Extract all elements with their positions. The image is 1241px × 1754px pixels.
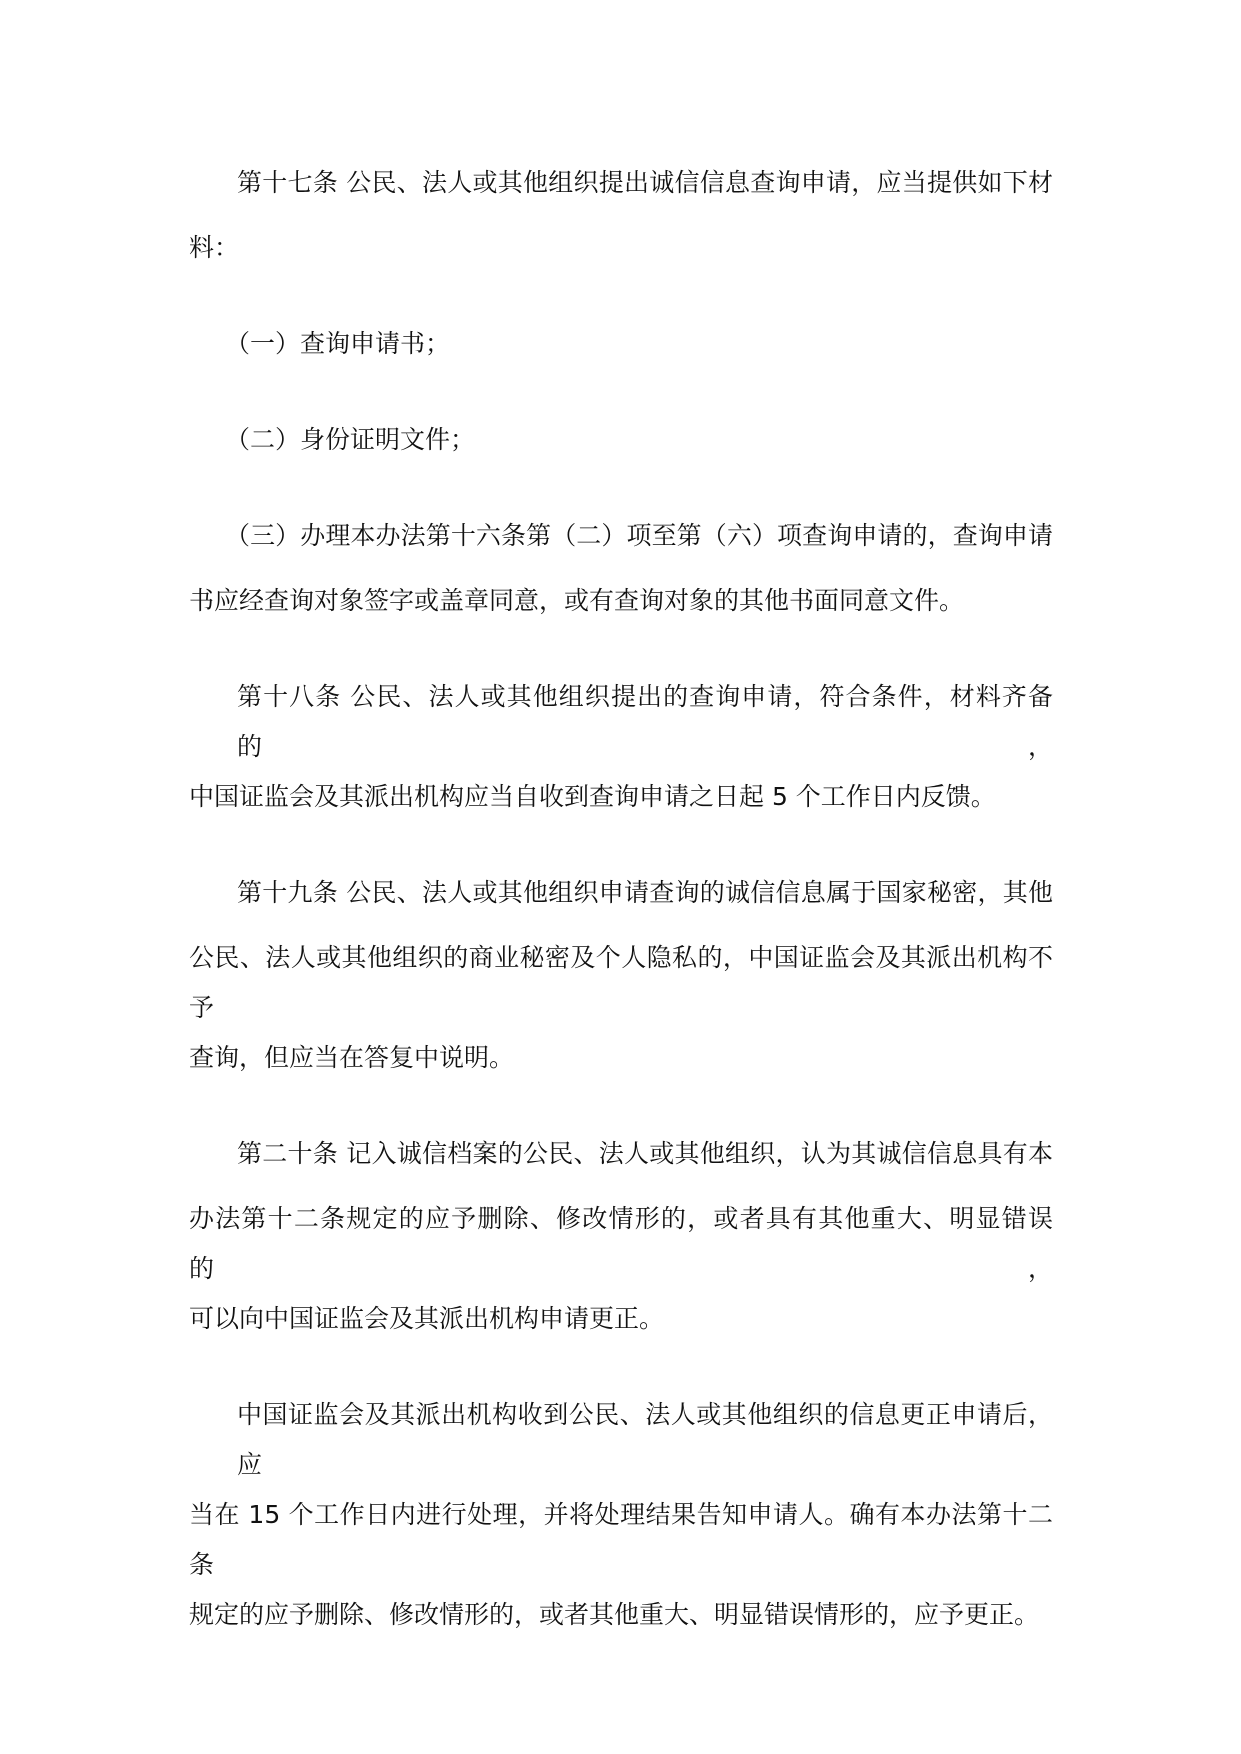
paragraph — [189, 158, 1053, 288]
text-line: 中国证监会及其派出机构收到公民、法人或其他组织的信息更正申请后，应 — [237, 1400, 1053, 1479]
text-line: 当在 15 个工作日内进行处理，并将处理结果告知申请人。确有本办法第十二条 — [189, 1500, 1053, 1579]
paragraph — [189, 415, 1053, 480]
text-line: 办法第十二条规定的应予删除、修改情形的，或者具有其他重大、明显错误的， — [189, 1204, 1053, 1283]
text-line: （二）身份证明文件； — [225, 425, 476, 454]
text-line: 料： — [189, 233, 240, 262]
text-line: 书应经查询对象签字或盖章同意，或有查询对象的其他书面同意文件。 — [189, 586, 965, 615]
document-page — [189, 158, 1053, 1686]
text-line: 公民、法人或其他组织的商业秘密及个人隐私的，中国证监会及其派出机构不予 — [189, 943, 1053, 1022]
paragraph — [189, 868, 1053, 1098]
text-line: 规定的应予删除、修改情形的，或者其他重大、明显错误情形的，应予更正。 — [189, 1600, 1040, 1629]
text-line: 中国证监会及其派出机构应当自收到查询申请之日起 5 个工作日内反馈。 — [189, 782, 996, 811]
text-line: 第十九条 公民、法人或其他组织申请查询的诚信信息属于国家秘密，其他 — [237, 878, 1053, 907]
text-line: 第十七条 公民、法人或其他组织提出诚信信息查询申请，应当提供如下材 — [237, 168, 1053, 197]
text-line: （一）查询申请书； — [225, 329, 451, 358]
text-line: （三）办理本办法第十六条第（二）项至第（六）项查询申请的，查询申请 — [225, 521, 1053, 550]
paragraph — [189, 1390, 1053, 1655]
text-line: 第十八条 公民、法人或其他组织提出的查询申请，符合条件，材料齐备的， — [237, 682, 1053, 761]
paragraph — [189, 319, 1053, 384]
text-line: 查询，但应当在答复中说明。 — [189, 1043, 515, 1072]
paragraph — [189, 672, 1053, 837]
paragraph — [189, 511, 1053, 641]
text-line: 第二十条 记入诚信档案的公民、法人或其他组织，认为其诚信信息具有本 — [237, 1139, 1053, 1168]
paragraph — [189, 1129, 1053, 1359]
text-line: 可以向中国证监会及其派出机构申请更正。 — [189, 1304, 665, 1333]
